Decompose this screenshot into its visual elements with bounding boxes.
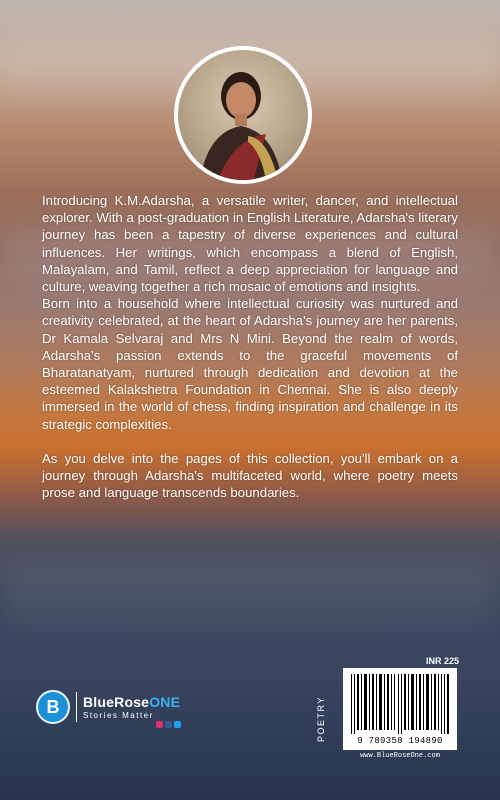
barcode-bars <box>351 674 449 734</box>
publisher-logo-icon: B <box>36 690 70 724</box>
social-icons <box>156 721 181 728</box>
logo-divider <box>76 692 77 722</box>
background-cloud <box>0 560 500 630</box>
bio-paragraph-3: As you delve into the pages of this collection, you'll embark on a journey through Adarsha's multifaceted world, where poetry meets prose and language transcends boundaries. <box>42 450 458 501</box>
publisher-tagline: Stories Matter <box>83 711 154 720</box>
bio-paragraph-2: Born into a household where intellectual curiosity was nurtured and creativity celebrated, at the heart of Adarsha's journey are her parents, Dr Kamala Selvaraj and Mrs N Mini. Beyond the realm of words, Adarsha's passion extends to the graceful movements of Bharatanatyam, nurtured through dedication and devotion at the esteemed Kalakshetra Foundation in Chennai. She is also deeply immersed in the world of chess, finding inspiration and challenge in its strategic complexities. <box>42 296 458 432</box>
bio-paragraph-1: Introducing K.M.Adarsha, a versatile writer, dancer, and intellectual explorer. With a post-graduation in English Literature, Adarsha's literary journey has been a tapestry of diverse experiences and cultural influences. Her writings, which encompass a blend of English, Malayalam, and Tamil, reflect a deep appreciation for language and culture, weaving together a rich mosaic of emotions and insights. <box>42 193 458 295</box>
publisher-name-part2: ONE <box>149 694 181 710</box>
author-photo <box>174 46 312 184</box>
isbn-number: 9 789358 194890 <box>357 736 443 746</box>
barcode <box>343 668 457 750</box>
publisher-website: www.BlueRoseOne.com <box>360 752 440 760</box>
instagram-icon <box>156 721 163 728</box>
facebook-icon <box>165 721 172 728</box>
publisher-name-part1: BlueRose <box>83 694 150 710</box>
genre-label: POETRY <box>316 696 326 742</box>
author-portrait-illustration <box>178 50 308 180</box>
price-label: INR 225 <box>426 656 460 666</box>
publisher-logo <box>36 690 180 724</box>
author-bio <box>42 192 458 501</box>
publisher-name <box>83 694 180 710</box>
twitter-icon <box>174 721 181 728</box>
